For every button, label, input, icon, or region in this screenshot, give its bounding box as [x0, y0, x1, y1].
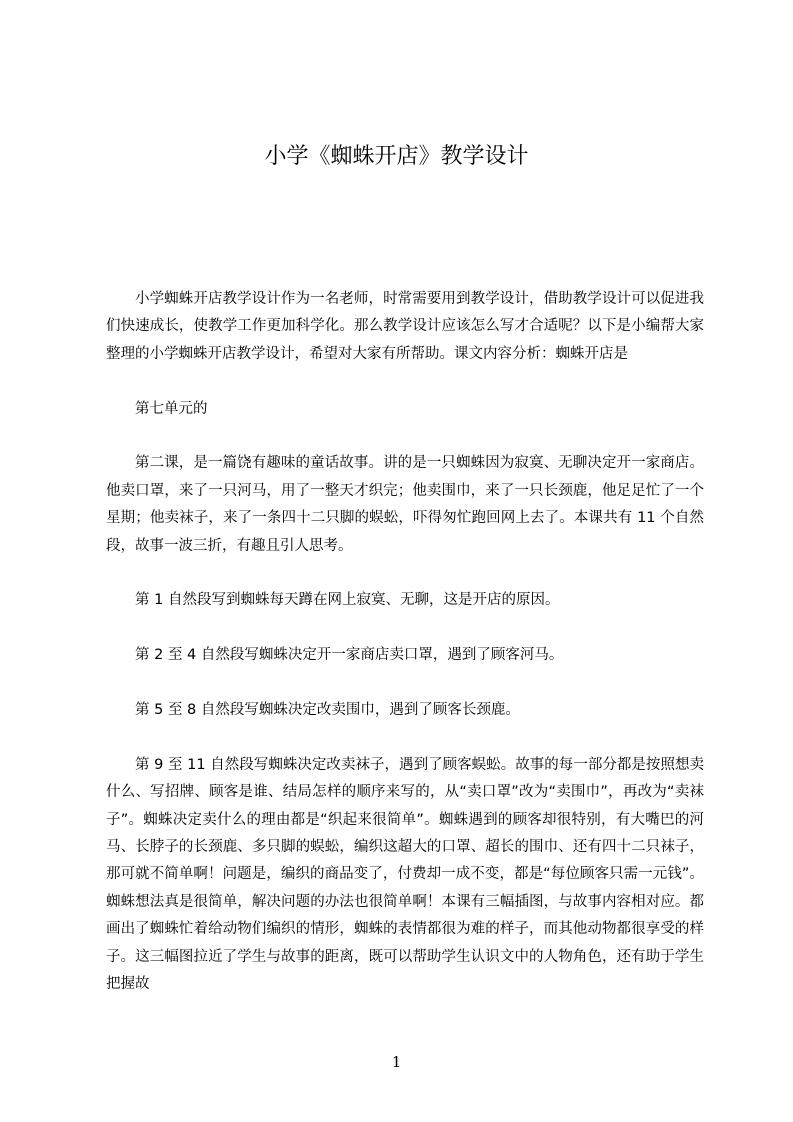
paragraph-section-2-4: 第 2 至 4 自然段写蜘蛛决定开一家商店卖口罩，遇到了顾客河马。: [135, 647, 564, 664]
page-number: 1: [391, 1053, 402, 1071]
paragraph-intro: 小学蜘蛛开店教学设计作为一名老师，时常需要用到教学设计，借助教学设计可以促进我们快速成长，使教学工作更加科学化。那么教学设计应该怎么写才合适呢？以下是小编帮大家整理的小学蜘蛛开店教学设计，希望对大家有所帮助。课文内容分析：蜘蛛开店是: [106, 291, 704, 362]
paragraph-unit: 第七单元的: [135, 400, 208, 417]
document-title: 小学《蜘蛛开店》教学设计: [264, 144, 529, 169]
paragraph-section-5-8: 第 5 至 8 自然段写蜘蛛决定改卖围巾，遇到了顾客长颈鹿。: [135, 702, 520, 719]
paragraph-lesson-summary: 第二课，是一篇饶有趣味的童话故事。讲的是一只蜘蛛因为寂寞、无聊决定开一家商店。他卖口罩，来了一只河马，用了一整天才织完；他卖围巾，来了一只长颈鹿，他足足忙了一个星期；他卖袜子，来了一条四十二只脚的蜈蚣，吓得匆忙跑回网上去了。本课共有 11 个自然段，故事一波三折，有趣且引人思考。: [106, 455, 704, 554]
paragraph-section-1: 第 1 自然段写到蜘蛛每天蹲在网上寂寞、无聊，这是开店的原因。: [135, 592, 560, 609]
paragraph-section-9-11: 第 9 至 11 自然段写蜘蛛决定改卖袜子，遇到了顾客蜈蚣。故事的每一部分都是按照想卖什么、写招牌、顾客是谁、结局怎样的顺序来写的，从“卖口罩”改为“卖围巾”，再改为“卖袜子”。蜘蛛决定卖什么的理由都是“织起来很简单”。蜘蛛遇到的顾客却很特别，有大嘴巴的河马、长脖子的长颈鹿、多只脚的蜈蚣，编织这超大的口罩、超长的围巾、还有四十二只袜子，那可就不简单啊！问题是，编织的商品变了，付费却一成不变，都是“每位顾客只需一元钱”。蜘蛛想法真是很简单，解决问题的办法也很简单啊！本课有三幅插图，与故事内容相对应。都画出了蜘蛛忙着给动物们编织的情形，蜘蛛的表情都很为难的样子，而其他动物都很享受的样子。这三幅图拉近了学生与故事的距离，既可以帮助学生认识文中的人物角色，还有助于学生把握故: [106, 756, 704, 993]
document-body: [106, 286, 704, 1026]
